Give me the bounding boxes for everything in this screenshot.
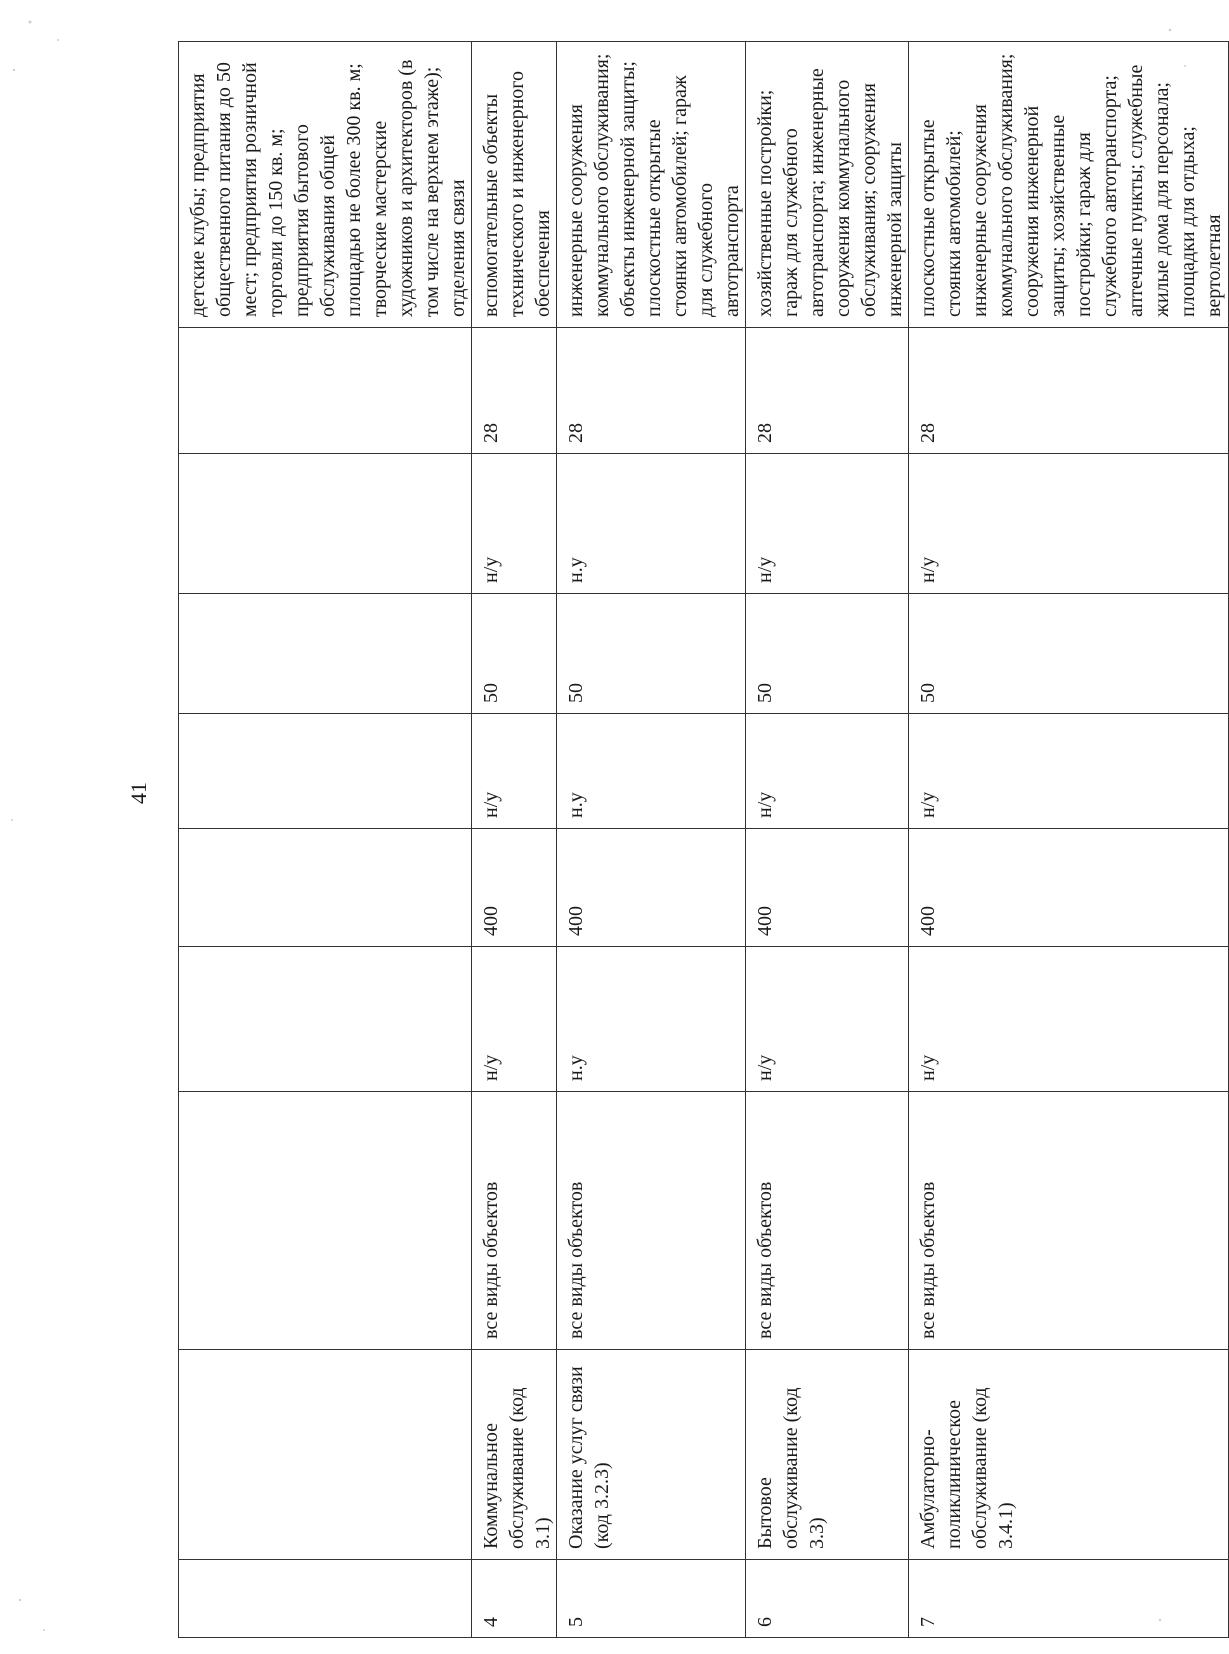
value-cell: н/у xyxy=(472,454,557,594)
value-cell: н.у xyxy=(557,947,746,1092)
row-number: 4 xyxy=(472,1560,557,1638)
row-number: 6 xyxy=(746,1560,909,1638)
land-use-name: Коммунальное обслуживание (код 3.1) xyxy=(472,1350,557,1560)
rotated-table-container xyxy=(178,42,1225,1638)
value-cell: н.у xyxy=(557,454,746,594)
value-cell: н/у xyxy=(472,714,557,829)
value-cell: н/у xyxy=(472,947,557,1092)
value-cell: н/у xyxy=(746,947,909,1092)
value-cell: 28 xyxy=(909,328,1229,454)
page-number: 41 xyxy=(126,782,151,804)
auxiliary-uses: плоскостные открытые стоянки автомобилей; инженерные сооружения коммунального обслуживания; сооружения инженерной защиты; хозяйственные постройки; гараж для служебного автотранспорта; аптечные пункты; служебные жилые дома для персонала; площадки для отдыха; вертолетная xyxy=(909,42,1229,328)
value-cell xyxy=(179,454,472,594)
value-cell: 28 xyxy=(557,328,746,454)
value-cell: 400 xyxy=(557,829,746,947)
table-row xyxy=(557,42,746,1638)
land-use-name: Бытовое обслуживание (код 3.3) xyxy=(746,1350,909,1560)
value-cell xyxy=(179,947,472,1092)
auxiliary-uses: вспомогательные объекты технического и инженерного обеспечения xyxy=(472,42,557,328)
value-cell: 400 xyxy=(746,829,909,947)
table-row xyxy=(472,42,557,1638)
value-cell xyxy=(179,594,472,714)
value-cell xyxy=(179,829,472,947)
value-cell: н/у xyxy=(909,714,1229,829)
value-cell: 50 xyxy=(557,594,746,714)
auxiliary-uses: инженерные сооружения коммунального обслуживания; объекты инженерной защиты; плоскостные открытые стоянки автомобилей; гараж для служебного автотранспорта xyxy=(557,42,746,328)
land-use-table xyxy=(178,41,1229,1638)
value-cell: н/у xyxy=(909,454,1229,594)
table-row xyxy=(179,42,472,1638)
object-types xyxy=(179,1092,472,1350)
table-row xyxy=(746,42,909,1638)
land-use-name: Оказание услуг связи (код 3.2.3) xyxy=(557,1350,746,1560)
value-cell: 400 xyxy=(472,829,557,947)
value-cell: 400 xyxy=(909,829,1229,947)
auxiliary-uses: хозяйственные постройки; гараж для служебного автотранспорта; инженерные сооружения коммунального обслуживания; сооружения инженерной защиты xyxy=(746,42,909,328)
value-cell xyxy=(179,714,472,829)
object-types: все виды объектов xyxy=(472,1092,557,1350)
value-cell xyxy=(179,328,472,454)
value-cell: н.у xyxy=(557,714,746,829)
row-number: 7 xyxy=(909,1560,1229,1638)
object-types: все виды объектов xyxy=(557,1092,746,1350)
table-row xyxy=(909,42,1229,1638)
land-use-name: Амбулаторно-поликлиническое обслуживание (код 3.4.1) xyxy=(909,1350,1229,1560)
object-types: все виды объектов xyxy=(909,1092,1229,1350)
row-number: 5 xyxy=(557,1560,746,1638)
value-cell: н/у xyxy=(909,947,1229,1092)
value-cell: н/у xyxy=(746,454,909,594)
value-cell: 50 xyxy=(909,594,1229,714)
land-use-name xyxy=(179,1350,472,1560)
value-cell: 28 xyxy=(472,328,557,454)
row-number xyxy=(179,1560,472,1638)
value-cell: 50 xyxy=(472,594,557,714)
value-cell: н/у xyxy=(746,714,909,829)
value-cell: 28 xyxy=(746,328,909,454)
value-cell: 50 xyxy=(746,594,909,714)
object-types: все виды объектов xyxy=(746,1092,909,1350)
auxiliary-uses: детские клубы; предприятия общественного питания до 50 мест; предприятия розничной торговли до 150 кв. м; предприятия бытового обслуживания общей площадью не более 300 кв. м; творческие мастерские художников и архитекторов (в том числе на верхнем этаже); отделения связи xyxy=(179,42,472,328)
